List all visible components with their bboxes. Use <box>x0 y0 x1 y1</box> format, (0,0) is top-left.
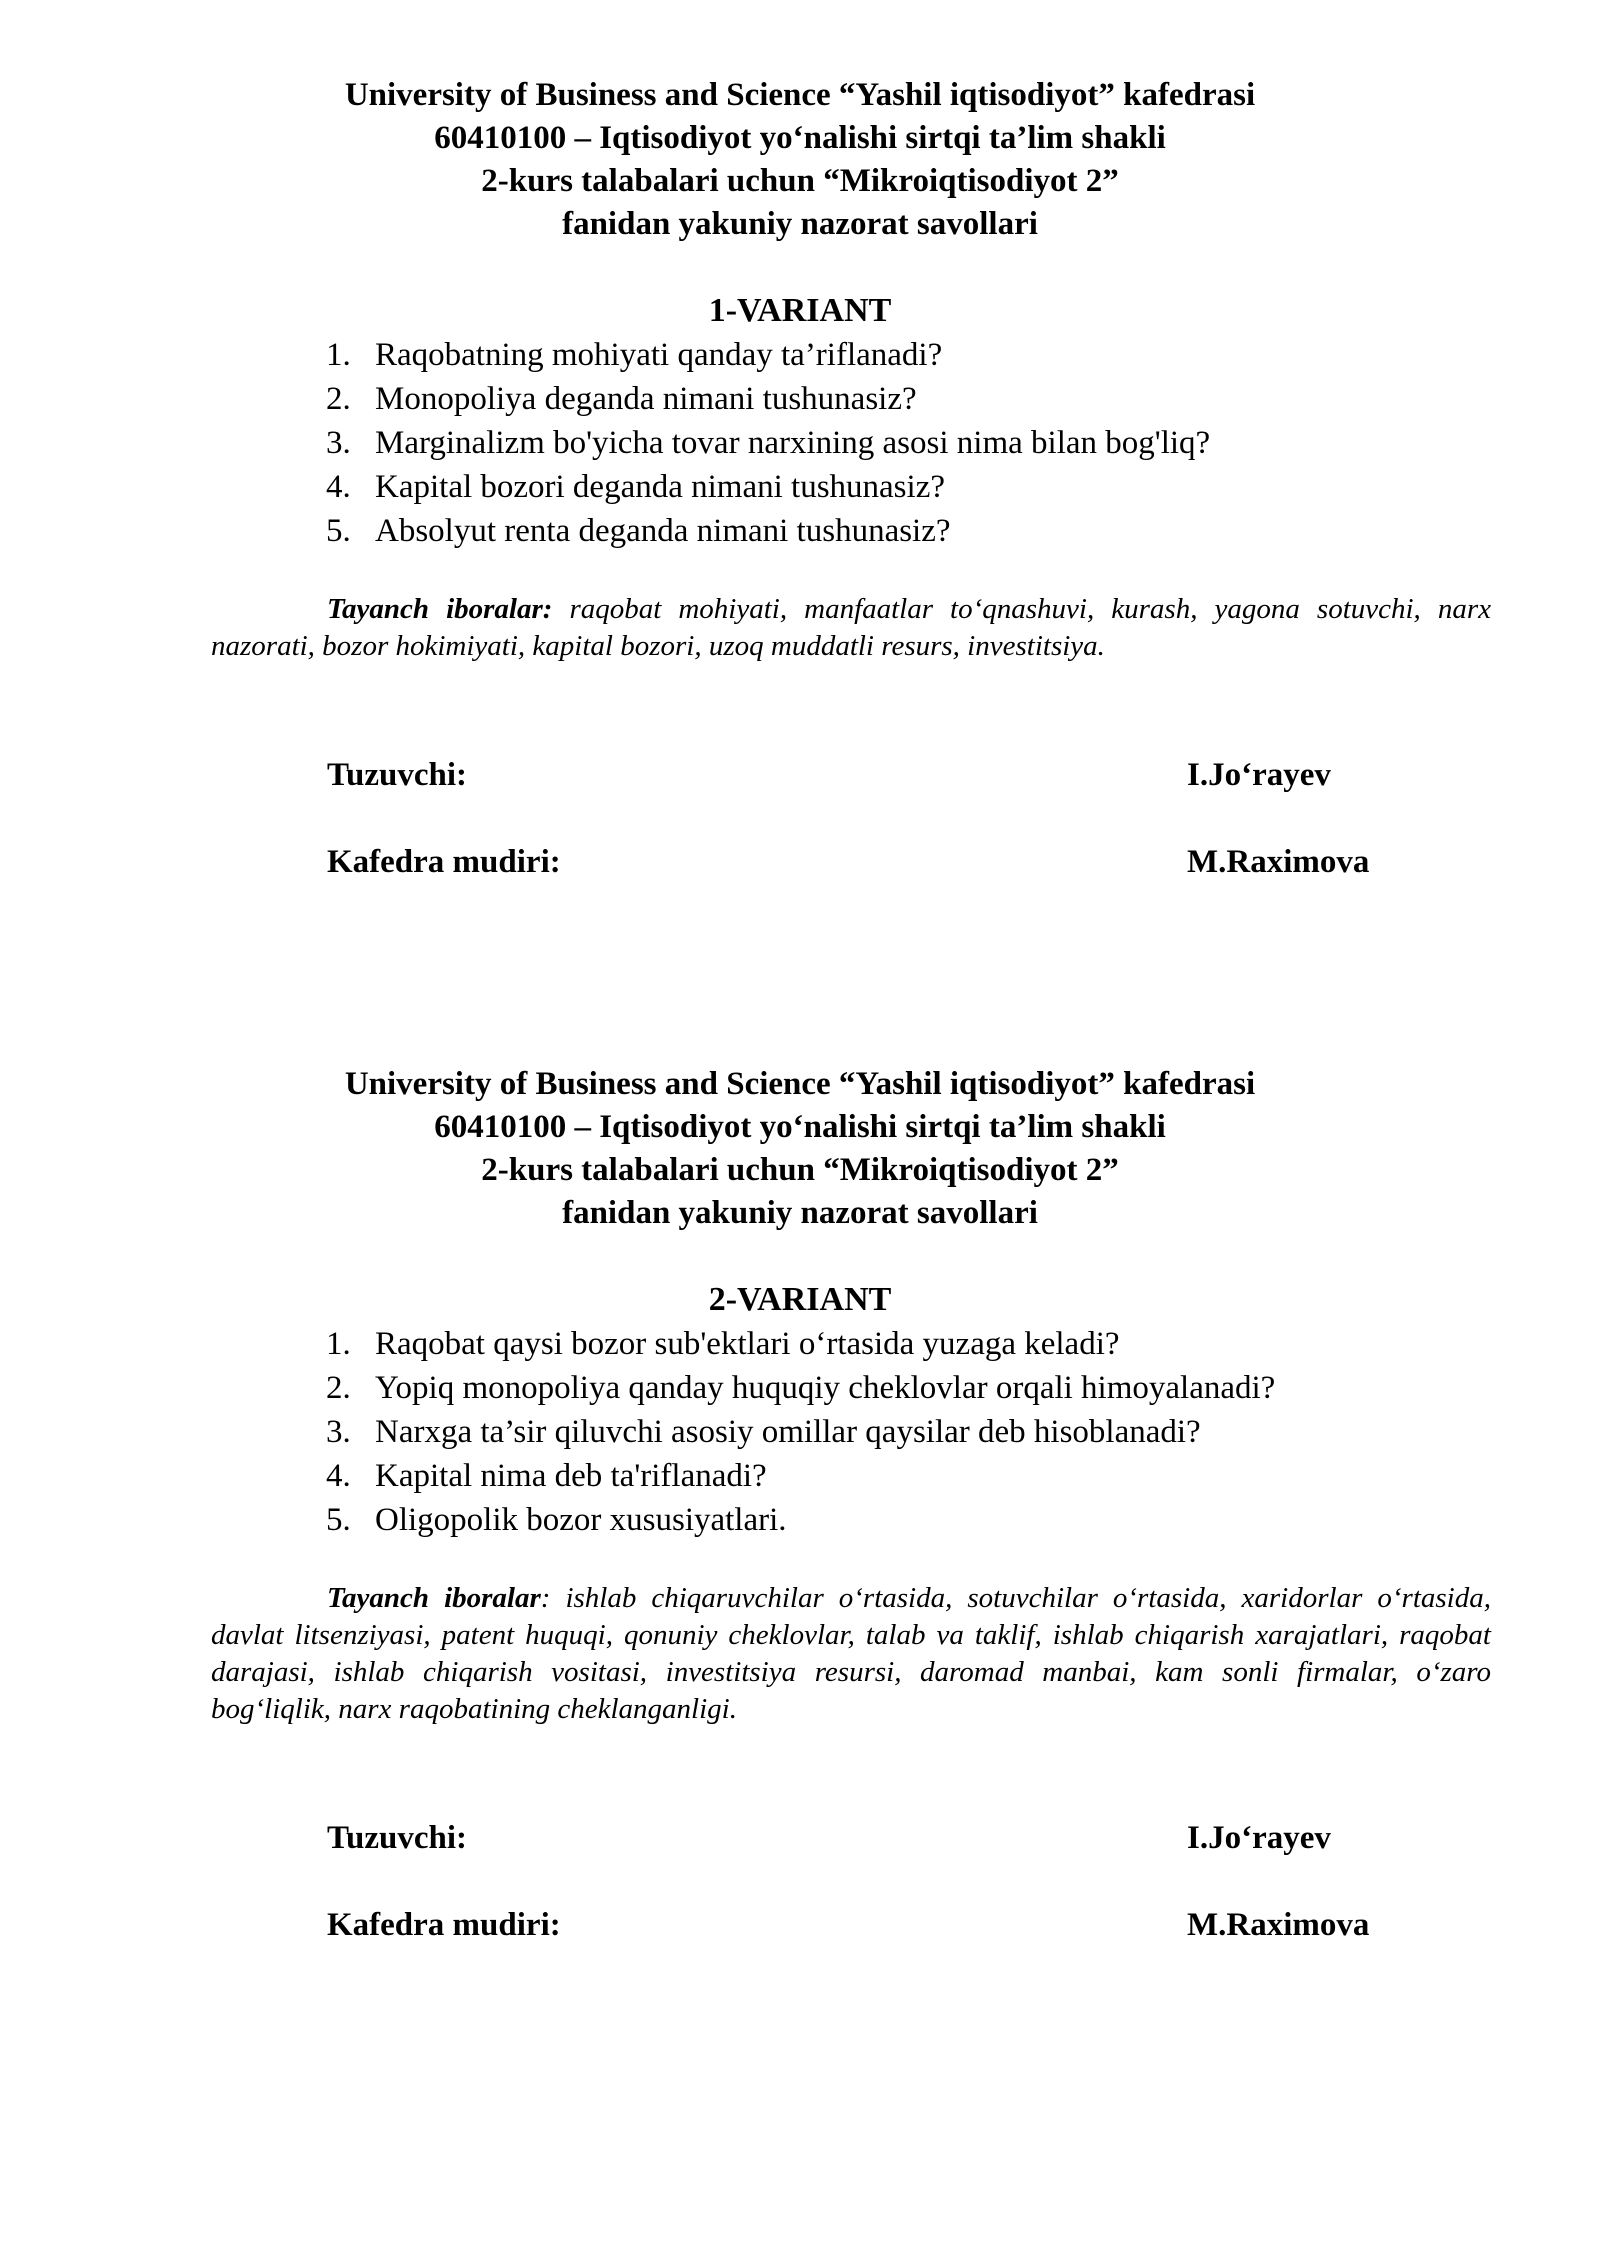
header-line-university: University of Business and Science “Yashil iqtisodiyot” kafedrasi <box>344 1066 1256 1102</box>
document-header <box>0 74 1600 246</box>
question-text: Kapital bozori deganda nimani tushunasiz? <box>375 469 945 505</box>
question-item <box>0 377 1600 421</box>
keywords-paragraph <box>211 591 1491 665</box>
question-item <box>0 465 1600 509</box>
question-list <box>0 1322 1600 1542</box>
question-item <box>0 1366 1600 1410</box>
variant-1-section <box>0 74 1600 913</box>
question-number: 1. <box>326 337 351 373</box>
question-text: Absolyut renta deganda nimani tushunasiz? <box>375 513 951 549</box>
header-line-exam: fanidan yakuniy nazorat savollari <box>562 206 1038 242</box>
question-text: Raqobatning mohiyati qanday ta’riflanadi? <box>375 337 943 373</box>
header-line-program: 60410100 – Iqtisodiyot yo‘nalishi sirtqi ta’lim shakli <box>434 120 1166 156</box>
variant-title: 2-VARIANT <box>708 1281 892 1318</box>
question-number: 2. <box>326 381 351 417</box>
signature-row-head <box>0 1903 1600 1947</box>
question-number: 3. <box>326 425 351 461</box>
compiler-name: I.Jo‘rayev <box>1187 757 1331 793</box>
signature-row-head <box>0 840 1600 884</box>
variant-title: 1-VARIANT <box>708 292 892 329</box>
header-line-university: University of Business and Science “Yashil iqtisodiyot” kafedrasi <box>344 77 1256 113</box>
compiler-name: I.Jo‘rayev <box>1187 1820 1331 1856</box>
header-line-program: 60410100 – Iqtisodiyot yo‘nalishi sirtqi ta’lim shakli <box>434 1109 1166 1145</box>
question-item <box>0 1498 1600 1542</box>
question-number: 1. <box>326 1326 351 1362</box>
compiler-label: Tuzuvchi: <box>327 757 467 793</box>
question-item <box>0 1454 1600 1498</box>
variant-2-section <box>0 1063 1600 1976</box>
question-text: Yopiq monopoliya qanday huquqiy cheklovlar orqali himoyalanadi? <box>375 1370 1276 1406</box>
document-header <box>0 1063 1600 1235</box>
question-text: Narxga ta’sir qiluvchi asosiy omillar qaysilar deb hisoblanadi? <box>375 1414 1201 1450</box>
question-item <box>0 1322 1600 1366</box>
keywords-text: raqobat mohiyati, manfaatlar to‘qnashuvi, kurash, yagona sotuvchi, narx nazorati, bozor hokimiyati, kapital bozori, uzoq muddatli resurs, investitsiya. <box>211 593 1491 662</box>
head-label: Kafedra mudiri: <box>327 1907 561 1943</box>
header-line-course: 2-kurs talabalari uchun “Mikroiqtisodiyot 2” <box>481 1152 1119 1188</box>
question-text: Marginalizm bo'yicha tovar narxining asosi nima bilan bog'liq? <box>375 425 1211 461</box>
question-number: 4. <box>326 1458 351 1494</box>
question-text: Kapital nima deb ta'riflanadi? <box>375 1458 767 1494</box>
header-line-exam: fanidan yakuniy nazorat savollari <box>562 1195 1038 1231</box>
question-item <box>0 333 1600 377</box>
question-number: 2. <box>326 1370 351 1406</box>
keywords-label: Tayanch iboralar: <box>327 593 553 625</box>
signature-block <box>0 753 1600 913</box>
keywords-text: : ishlab chiqaruvchilar o‘rtasida, sotuvchilar o‘rtasida, xaridorlar o‘rtasida, davlat litsenziyasi, patent huquqi, qonuniy cheklovlar, talab va taklif, ishlab chiqarish xarajatlari, raqobat darajasi, ishlab chiqarish vositasi, investitsiya resursi, daromad manbai, kam sonli firmalar, o‘zaro bog‘liqlik, narx raqobatining cheklanganligi. <box>211 1582 1491 1725</box>
keywords-label: Tayanch iboralar <box>327 1582 541 1614</box>
header-line-course: 2-kurs talabalari uchun “Mikroiqtisodiyot 2” <box>481 163 1119 199</box>
question-number: 5. <box>326 1502 351 1538</box>
signature-row-compiler <box>0 753 1600 797</box>
question-text: Oligopolik bozor xususiyatlari. <box>375 1502 787 1538</box>
question-number: 3. <box>326 1414 351 1450</box>
question-list <box>0 333 1600 553</box>
question-item <box>0 509 1600 553</box>
question-text: Raqobat qaysi bozor sub'ektlari o‘rtasida yuzaga keladi? <box>375 1326 1120 1362</box>
signature-block <box>0 1816 1600 1976</box>
compiler-label: Tuzuvchi: <box>327 1820 467 1856</box>
head-name: M.Raximova <box>1187 1907 1370 1943</box>
keywords-paragraph <box>211 1580 1491 1728</box>
signature-row-compiler <box>0 1816 1600 1860</box>
question-number: 4. <box>326 469 351 505</box>
question-item <box>0 421 1600 465</box>
question-text: Monopoliya deganda nimani tushunasiz? <box>375 381 917 417</box>
head-name: M.Raximova <box>1187 844 1370 880</box>
head-label: Kafedra mudiri: <box>327 844 561 880</box>
question-number: 5. <box>326 513 351 549</box>
question-item <box>0 1410 1600 1454</box>
